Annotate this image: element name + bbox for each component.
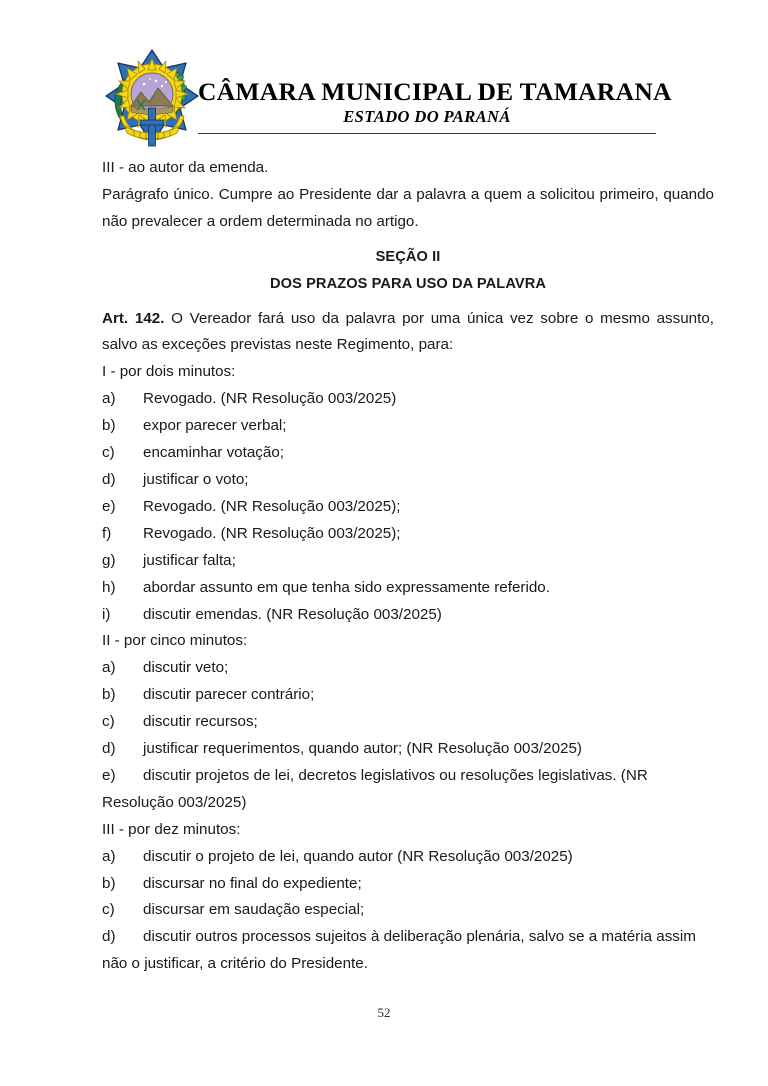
inciso-i-heading: I - por dois minutos: — [102, 363, 236, 381]
list-text: discutir recursos; — [143, 713, 258, 731]
list-text: discutir emendas. (NR Resolução 003/2025) — [143, 605, 442, 623]
list-item — [102, 386, 714, 413]
list-marker: c) — [102, 713, 115, 731]
organization-title: CÂMARA MUNICIPAL DE TAMARANA — [198, 77, 672, 106]
list-marker: g) — [102, 551, 116, 569]
list-text: discursar no final do expediente; — [143, 874, 362, 892]
list-marker: c) — [102, 901, 115, 919]
list-marker: c) — [102, 444, 115, 462]
list-text: Revogado. (NR Resolução 003/2025); — [143, 497, 401, 515]
list-item — [102, 736, 714, 763]
list-marker: a) — [102, 847, 116, 865]
list-item — [102, 655, 714, 682]
paragraph-inciso-iii-autor: III - ao autor da emenda. — [102, 159, 269, 176]
list-marker: e) — [102, 766, 116, 784]
list-marker: d) — [102, 740, 116, 758]
list-marker: i) — [102, 605, 111, 623]
paragraph-paragrafo-unico: Parágrafo único. Cumpre ao Presidente dar a palavra a quem a solicitou primeiro, quando não prevalecer a ordem determinada no artigo. — [102, 185, 714, 230]
list-marker: b) — [102, 686, 116, 704]
state-subtitle: ESTADO DO PARANÁ — [343, 107, 511, 127]
list-text: discursar em saudação especial; — [143, 901, 365, 919]
list-item — [102, 602, 714, 629]
coat-of-arms-icon — [104, 48, 200, 148]
list-item — [102, 682, 714, 709]
paragraph-art-142 — [102, 306, 714, 360]
list-item — [102, 871, 714, 898]
header-titles — [198, 77, 672, 128]
list-item — [102, 575, 714, 602]
list-text: discutir parecer contrário; — [143, 686, 315, 704]
inciso-ii-heading: II - por cinco minutos: — [102, 632, 248, 650]
list-text: expor parecer verbal; — [143, 417, 287, 435]
list-text: discutir veto; — [143, 659, 229, 677]
document-header — [0, 0, 768, 150]
list-marker: h) — [102, 578, 116, 596]
section-heading: SEÇÃO II — [375, 248, 441, 265]
list-text: encaminhar votação; — [143, 444, 284, 462]
list-text: discutir outros processos sujeitos à deliberação plenária, salvo se a matéria assim não o justificar, a critério do Presidente. — [102, 928, 696, 973]
header-divider — [198, 133, 656, 134]
list-text: justificar falta; — [143, 551, 236, 569]
list-item — [102, 763, 714, 817]
article-number-label: Art. 142. — [102, 309, 165, 327]
list-item — [102, 897, 714, 924]
list-item — [102, 494, 714, 521]
list-item — [102, 844, 714, 871]
list-item — [102, 924, 714, 978]
list-item — [102, 548, 714, 575]
list-marker: d) — [102, 928, 116, 946]
spacer — [102, 298, 714, 306]
list-item — [102, 521, 714, 548]
list-item — [102, 413, 714, 440]
inciso-iii-heading: III - por dez minutos: — [102, 820, 241, 838]
document-body — [102, 155, 714, 978]
list-text: discutir projetos de lei, decretos legislativos ou resoluções legislativas. (NR Resolução 003/2025) — [102, 766, 648, 811]
list-text: Revogado. (NR Resolução 003/2025) — [143, 390, 397, 408]
list-text: justificar requerimentos, quando autor; (NR Resolução 003/2025) — [143, 740, 582, 758]
list-text: abordar assunto em que tenha sido expressamente referido. — [143, 578, 550, 596]
list-text: discutir o projeto de lei, quando autor (NR Resolução 003/2025) — [143, 847, 573, 865]
list-text: justificar o voto; — [143, 470, 249, 488]
list-marker: d) — [102, 470, 116, 488]
section-subheading: DOS PRAZOS PARA USO DA PALAVRA — [270, 275, 546, 292]
list-marker: a) — [102, 659, 116, 677]
list-item — [102, 709, 714, 736]
list-marker: f) — [102, 524, 112, 542]
list-item — [102, 467, 714, 494]
list-marker: b) — [102, 874, 116, 892]
list-marker: a) — [102, 390, 116, 408]
article-text: O Vereador fará uso da palavra por uma única vez sobre o mesmo assunto, salvo as exceções previstas neste Regimento, para: — [102, 309, 715, 354]
list-marker: e) — [102, 497, 116, 515]
page-number: 52 — [377, 1005, 391, 1020]
spacer — [102, 236, 714, 244]
list-text: Revogado. (NR Resolução 003/2025); — [143, 524, 401, 542]
list-marker: b) — [102, 417, 116, 435]
list-item — [102, 440, 714, 467]
